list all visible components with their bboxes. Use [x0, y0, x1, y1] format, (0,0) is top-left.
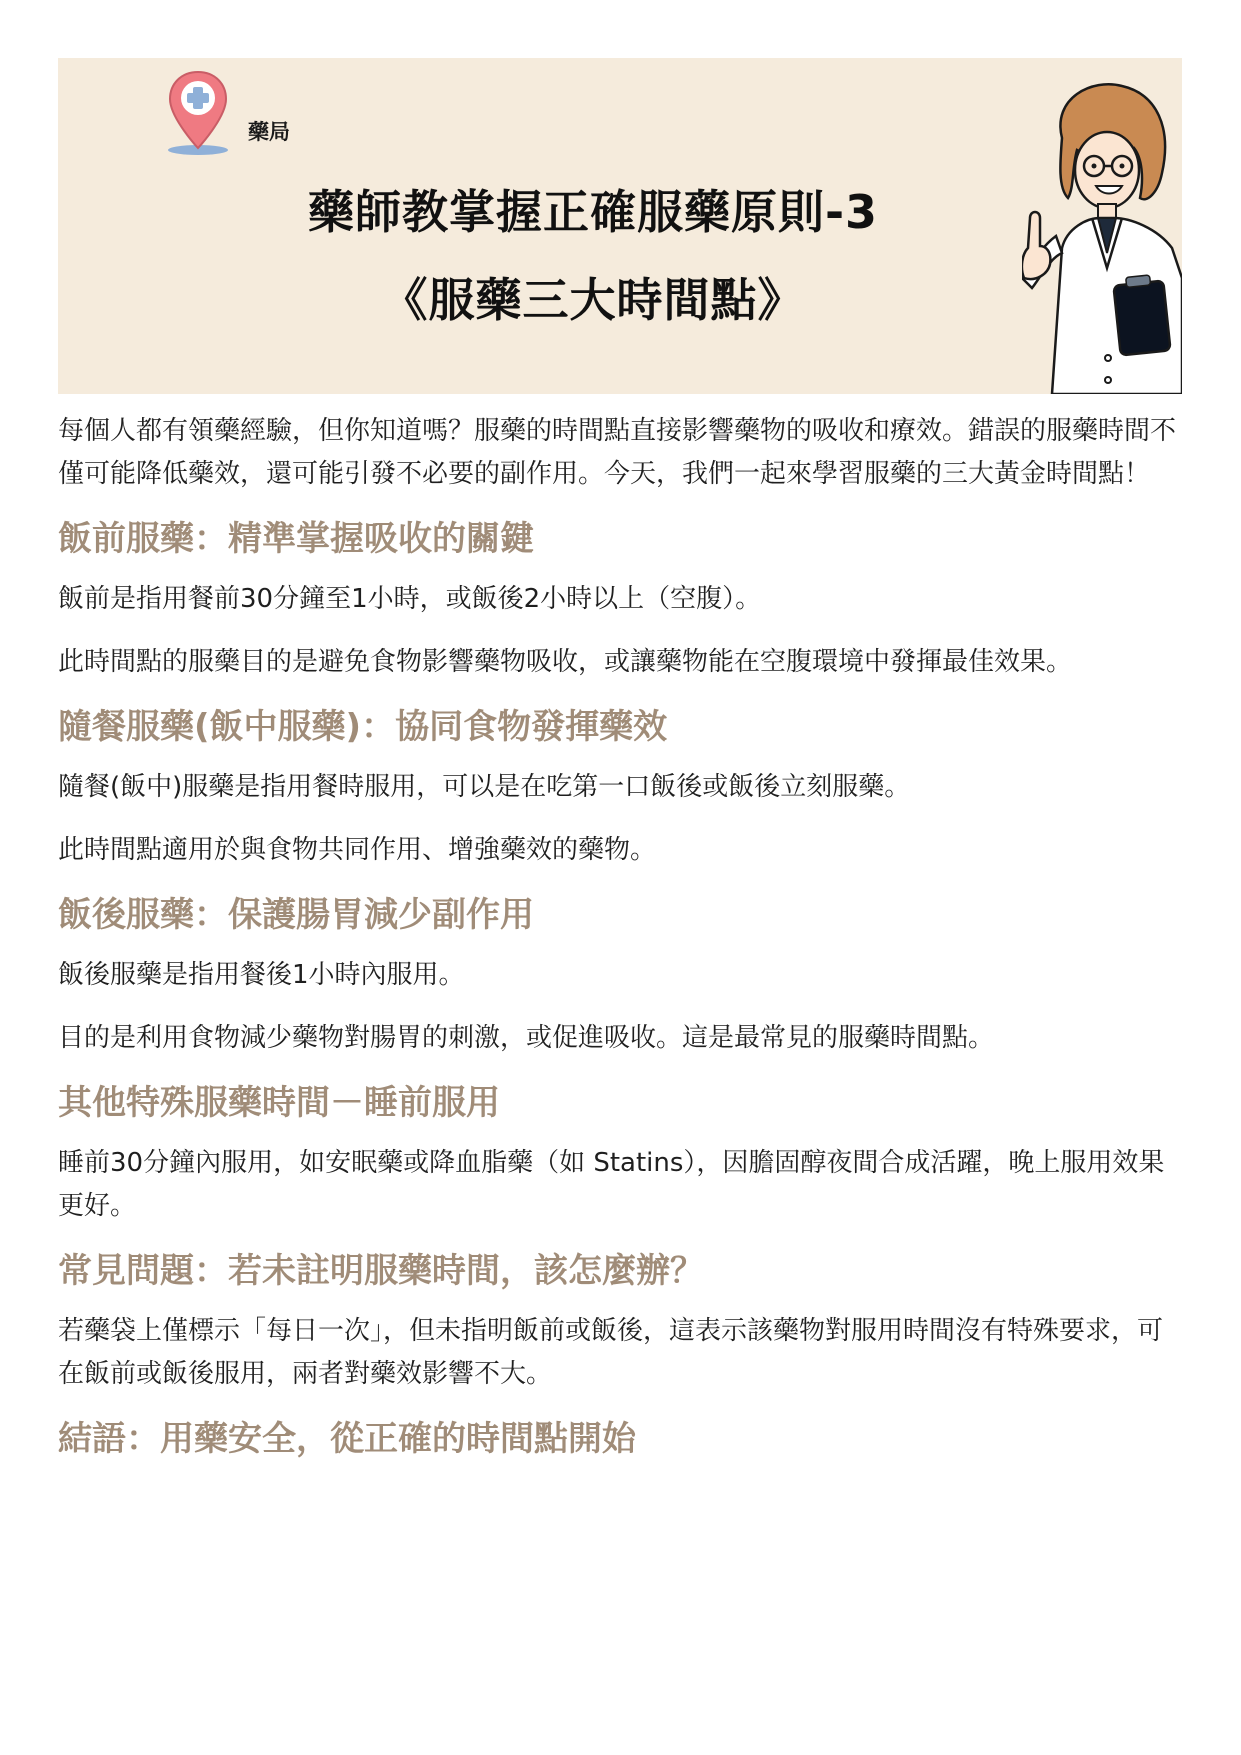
article-body [58, 410, 1182, 1464]
brand-name: 藥局 [248, 120, 290, 144]
section-heading-faq: 常見問題：若未註明服藥時間，該怎麼辦？ [58, 1251, 704, 1291]
section-heading-with-meal: 隨餐服藥(飯中服藥)：協同食物發揮藥效 [58, 707, 668, 747]
section-heading-before-meal: 飯前服藥：精準掌握吸收的關鍵 [58, 519, 534, 559]
section-heading-after-meal: 飯後服藥：保護腸胃減少副作用 [58, 895, 534, 935]
section-paragraph: 此時間點適用於與食物共同作用、增強藥效的藥物。 [58, 835, 657, 865]
map-pin-medical-icon [166, 68, 236, 158]
section-heading-bedtime: 其他特殊服藥時間－睡前服用 [58, 1083, 500, 1123]
section-heading-conclusion: 結語：用藥安全，從正確的時間點開始 [58, 1419, 636, 1459]
section-paragraph: 此時間點的服藥目的是避免食物影響藥物吸收，或讓藥物能在空腹環境中發揮最佳效果。 [58, 647, 1073, 677]
page-title: 藥師教掌握正確服藥原則-3 [307, 185, 879, 239]
section-paragraph: 若藥袋上僅標示「每日一次」，但未指明飯前或飯後，這表示該藥物對服用時間沒有特殊要求，可在飯前或飯後服用，兩者對藥效影響不大。 [58, 1316, 1164, 1389]
section-paragraph: 飯前是指用餐前30分鐘至1小時，或飯後2小時以上（空腹）。 [58, 584, 762, 614]
section-paragraph: 睡前30分鐘內服用，如安眠藥或降血脂藥（如 Statins），因膽固醇夜間合成活躍，晚上服用效果更好。 [58, 1148, 1165, 1221]
section-paragraph: 目的是利用食物減少藥物對腸胃的刺激，或促進吸收。這是最常見的服藥時間點。 [58, 1023, 995, 1053]
intro-paragraph: 每個人都有領藥經驗，但你知道嗎？服藥的時間點直接影響藥物的吸收和療效。錯誤的服藥時間不僅可能降低藥效，還可能引發不必要的副作用。今天，我們一起來學習服藥的三大黃金時間點！ [58, 416, 1177, 489]
page-subtitle: 《服藥三大時間點》 [381, 273, 805, 327]
section-paragraph: 隨餐(飯中)服藥是指用餐時服用，可以是在吃第一口飯後或飯後立刻服藥。 [58, 772, 911, 802]
header-banner [58, 58, 1182, 394]
section-paragraph: 飯後服藥是指用餐後1小時內服用。 [58, 960, 465, 990]
pharmacist-illustration [1022, 78, 1182, 394]
